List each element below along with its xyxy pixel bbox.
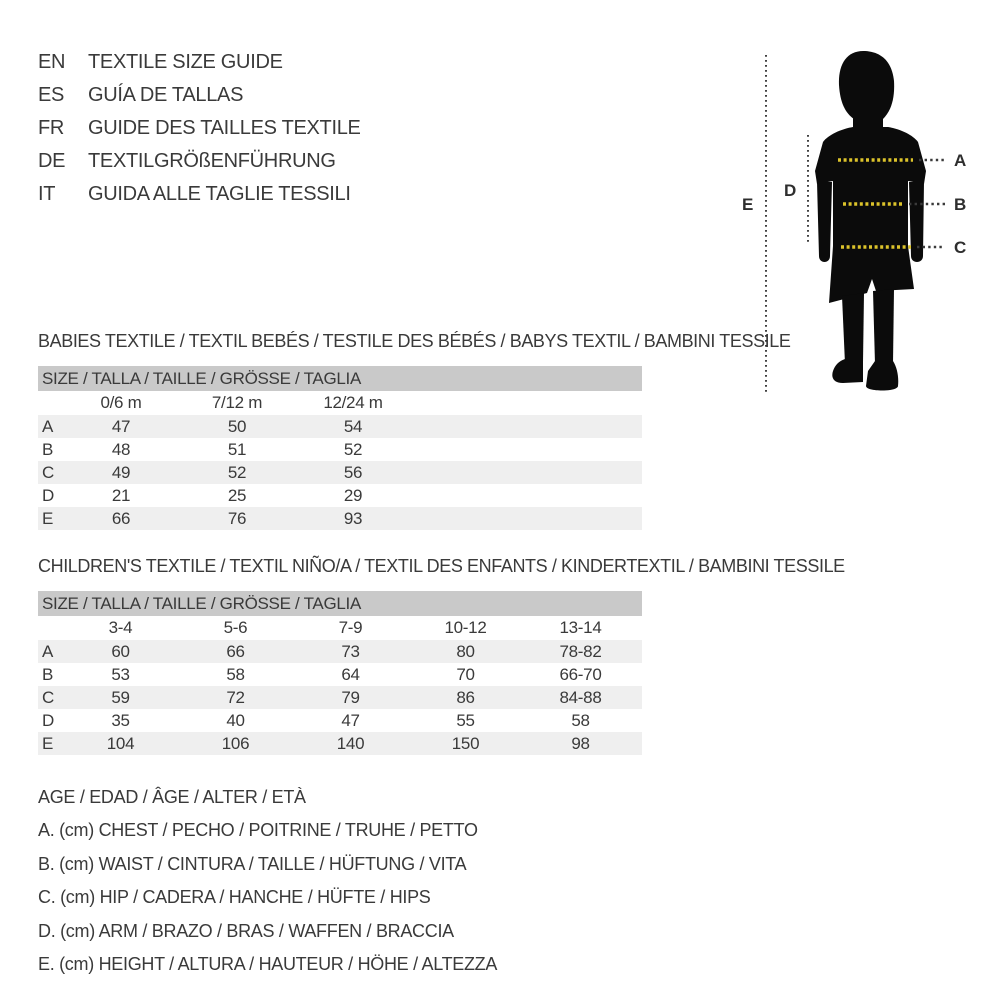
child-silhouette (815, 51, 926, 391)
lang-label: GUIDE DES TAILLES TEXTILE (88, 117, 361, 139)
filler-cell (638, 686, 642, 709)
filler-cell (411, 461, 642, 484)
filler-cell (411, 507, 642, 530)
cell: 79 (341, 687, 360, 707)
filler-cell (638, 640, 642, 663)
cell: 40 (226, 710, 245, 730)
cell: 21 (111, 485, 131, 505)
table-row (38, 663, 642, 686)
label-B: B (954, 195, 967, 214)
cell: 47 (341, 710, 360, 730)
cell: 93 (343, 508, 363, 528)
lang-code: ES (38, 84, 65, 106)
cell: 35 (111, 710, 130, 730)
cell: 47 (111, 416, 131, 436)
column-header: 12/24 m (323, 393, 383, 412)
cell: 58 (226, 664, 245, 684)
cell: 66-70 (559, 664, 602, 684)
label-C: C (954, 238, 967, 257)
cell: 64 (341, 664, 360, 684)
column-header: 10-12 (444, 618, 487, 637)
filler-cell (411, 415, 642, 438)
children-column-header-row (38, 616, 642, 640)
children-size-table (38, 591, 642, 755)
column-header: 13-14 (559, 618, 602, 637)
cell: 59 (111, 687, 130, 707)
cell: 84-88 (559, 687, 602, 707)
filler-cell (638, 709, 642, 732)
lang-code: FR (38, 117, 65, 139)
table-row (38, 686, 642, 709)
lang-code: EN (38, 51, 66, 73)
lang-row-it (38, 178, 361, 211)
cell: 106 (221, 733, 250, 753)
cell: 66 (226, 641, 245, 661)
lang-row-en (38, 46, 361, 79)
row-label: C (42, 462, 54, 482)
lang-code: DE (38, 150, 66, 172)
row-label: C (42, 687, 54, 707)
table-row (38, 415, 642, 438)
babies-size-table (38, 366, 642, 530)
row-label: E (42, 508, 54, 528)
cell: 150 (451, 733, 480, 753)
filler-cell (638, 663, 642, 686)
label-D: D (784, 181, 797, 200)
row-label: B (42, 664, 54, 684)
legend-arm: D. (cm) ARM / BRAZO / BRAS / WAFFEN / BRACCIA (38, 920, 454, 941)
corner-cell (38, 616, 63, 640)
lang-label: GUIDA ALLE TAGLIE TESSILI (88, 183, 351, 205)
cell: 76 (227, 508, 247, 528)
cell: 98 (571, 733, 590, 753)
table-row (38, 640, 642, 663)
lang-row-de (38, 145, 361, 178)
lang-label: TEXTILGRÖßENFÜHRUNG (88, 150, 336, 172)
cell: 58 (571, 710, 590, 730)
legend-chest: A. (cm) CHEST / PECHO / POITRINE / TRUHE / PETTO (38, 820, 478, 841)
filler-cell (411, 438, 642, 461)
column-header: 7/12 m (211, 393, 263, 412)
row-label: D (42, 485, 54, 505)
cell: 25 (227, 485, 247, 505)
lang-code: IT (38, 183, 56, 205)
babies-column-header-row (38, 391, 642, 415)
column-header: 7-9 (338, 618, 363, 637)
children-section-title: CHILDREN'S TEXTILE / TEXTIL NIÑO/A / TEXTIL DES ENFANTS / KINDERTEXTIL / BAMBINI TESSILE (38, 556, 845, 576)
row-label: E (42, 733, 54, 753)
row-label: A (42, 641, 54, 661)
lang-label: GUÍA DE TALLAS (88, 84, 244, 106)
column-header: 5-6 (223, 618, 248, 637)
legend-age: AGE / EDAD / ÂGE / ALTER / ETÀ (38, 787, 306, 807)
cell: 48 (111, 439, 131, 459)
row-label: D (42, 710, 54, 730)
filler-cell (411, 391, 642, 415)
cell: 52 (343, 439, 363, 459)
row-label: B (42, 439, 54, 459)
legend-height: E. (cm) HEIGHT / ALTURA / HAUTEUR / HÖHE / ALTEZZA (38, 953, 498, 974)
cell: 70 (456, 664, 475, 684)
cell: 29 (343, 485, 363, 505)
cell: 80 (456, 641, 475, 661)
cell: 66 (111, 508, 131, 528)
children-table (38, 616, 642, 755)
legend-hip: C. (cm) HIP / CADERA / HANCHE / HÜFTE / HIPS (38, 887, 431, 908)
column-header: 3-4 (108, 618, 133, 637)
cell: 54 (343, 416, 363, 436)
cell: 49 (111, 462, 131, 482)
cell: 56 (343, 462, 363, 482)
cell: 104 (106, 733, 135, 753)
babies-table (38, 391, 642, 530)
cell: 86 (456, 687, 475, 707)
lang-row-es (38, 79, 361, 112)
cell: 53 (111, 664, 130, 684)
table-row (38, 507, 642, 530)
corner-cell (38, 391, 63, 415)
lang-label: TEXTILE SIZE GUIDE (88, 51, 283, 73)
cell: 52 (227, 462, 247, 482)
label-A: A (954, 151, 967, 170)
cell: 73 (341, 641, 360, 661)
cell: 55 (456, 710, 475, 730)
label-E: E (742, 195, 754, 214)
table-row (38, 438, 642, 461)
filler-cell (411, 484, 642, 507)
cell: 51 (227, 439, 247, 459)
legend-waist: B. (cm) WAIST / CINTURA / TAILLE / HÜFTUNG / VITA (38, 853, 467, 874)
row-label: A (42, 416, 54, 436)
lang-row-fr (38, 112, 361, 145)
measurement-legend (38, 781, 497, 981)
filler-cell (638, 616, 642, 640)
babies-section-title: BABIES TEXTILE / TEXTIL BEBÉS / TESTILE DES BÉBÉS / BABYS TEXTIL / BAMBINI TESSILE (38, 331, 791, 351)
column-header: 0/6 m (100, 393, 142, 412)
table-row (38, 709, 642, 732)
cell: 72 (226, 687, 245, 707)
table-row (38, 484, 642, 507)
cell: 60 (111, 641, 130, 661)
cell: 78-82 (559, 641, 602, 661)
table-row (38, 461, 642, 484)
babies-table-header-bar: SIZE / TALLA / TAILLE / GRÖSSE / TAGLIA (38, 366, 642, 391)
cell: 50 (227, 416, 247, 436)
filler-cell (638, 732, 642, 755)
table-row (38, 732, 642, 755)
language-title-list (38, 46, 361, 211)
cell: 140 (336, 733, 365, 753)
children-table-header-bar: SIZE / TALLA / TAILLE / GRÖSSE / TAGLIA (38, 591, 642, 616)
